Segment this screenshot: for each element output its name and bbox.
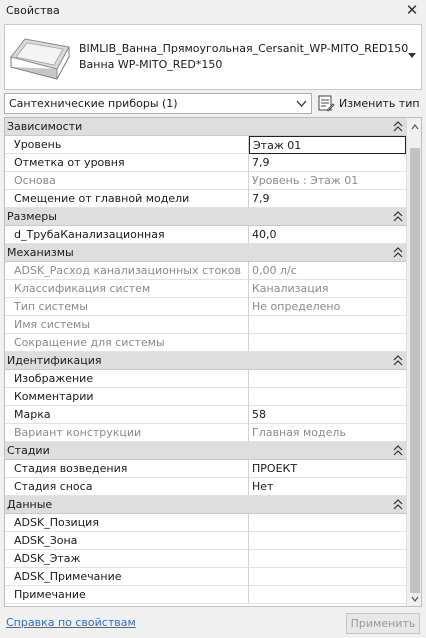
property-name: Классификация систем — [5, 280, 249, 298]
property-name: Сокращение для системы — [5, 334, 249, 352]
vertical-scrollbar[interactable] — [406, 118, 422, 606]
property-row[interactable] — [5, 388, 406, 406]
chevron-down-icon — [296, 99, 307, 108]
property-value[interactable] — [249, 532, 406, 550]
property-row[interactable] — [5, 550, 406, 568]
property-value[interactable]: 58 — [249, 406, 406, 424]
property-value — [249, 316, 406, 334]
property-row[interactable] — [5, 190, 406, 208]
type-name: Ванна WP-MITO_RED*150 — [79, 58, 223, 71]
property-row[interactable] — [5, 298, 406, 316]
property-name: Основа — [5, 172, 249, 190]
collapse-chevrons-icon[interactable] — [393, 121, 403, 132]
property-name: ADSK_Расход канализационных стоков — [5, 262, 249, 280]
filter-value: Сантехнические приборы (1) — [9, 97, 178, 110]
property-name: ADSK_Примечание — [5, 568, 249, 586]
bottom-bar — [0, 610, 426, 638]
property-name: d_ТрубаКанализационная — [5, 226, 249, 244]
property-value: Уровень : Этаж 01 — [249, 172, 406, 190]
bathtub-thumbnail-icon — [7, 27, 73, 87]
property-row[interactable] — [5, 532, 406, 550]
property-row[interactable] — [5, 136, 406, 154]
property-name: Отметка от уровня — [5, 154, 249, 172]
property-row[interactable] — [5, 334, 406, 352]
property-name: Стадия возведения — [5, 460, 249, 478]
property-row[interactable] — [5, 586, 406, 604]
property-name: ADSK_Этаж — [5, 550, 249, 568]
property-name: Смещение от главной модели — [5, 190, 249, 208]
scrollbar-thumb[interactable] — [410, 148, 420, 593]
title-bar — [0, 0, 426, 22]
property-row[interactable] — [5, 154, 406, 172]
group-title: Идентификация — [7, 354, 102, 367]
property-name: Тип системы — [5, 298, 249, 316]
property-name: Уровень — [5, 136, 249, 154]
property-row[interactable] — [5, 316, 406, 334]
property-value — [249, 334, 406, 352]
group-header[interactable] — [5, 442, 406, 460]
property-value[interactable] — [249, 370, 406, 388]
property-row[interactable] — [5, 514, 406, 532]
property-value[interactable] — [249, 388, 406, 406]
group-header[interactable] — [5, 496, 406, 514]
property-row[interactable] — [5, 226, 406, 244]
property-name: Примечание — [5, 586, 249, 604]
window-title: Свойства — [6, 4, 60, 17]
properties-help-link[interactable]: Справка по свойствам — [6, 616, 136, 629]
edit-type-button[interactable] — [318, 93, 422, 114]
group-header[interactable] — [5, 244, 406, 262]
property-value: Не определено — [249, 298, 406, 316]
property-name: Вариант конструкции — [5, 424, 249, 442]
collapse-chevrons-icon[interactable] — [393, 247, 403, 258]
group-title: Данные — [7, 498, 53, 511]
property-row[interactable] — [5, 280, 406, 298]
dropdown-arrow-icon[interactable] — [407, 52, 417, 60]
property-value[interactable]: ПРОЕКТ — [249, 460, 406, 478]
property-value[interactable]: Нет — [249, 478, 406, 496]
group-title: Зависимости — [7, 120, 83, 133]
type-selector[interactable] — [4, 24, 422, 90]
category-filter-select[interactable] — [4, 93, 312, 114]
property-row[interactable] — [5, 172, 406, 190]
property-value[interactable]: 40,0 — [249, 226, 406, 244]
group-title: Механизмы — [7, 246, 74, 259]
property-name: ADSK_Позиция — [5, 514, 249, 532]
group-title: Стадии — [7, 444, 50, 457]
group-header[interactable] — [5, 352, 406, 370]
property-name: ADSK_Зона — [5, 532, 249, 550]
property-row[interactable] — [5, 406, 406, 424]
scroll-up-icon[interactable] — [411, 124, 419, 130]
property-row[interactable] — [5, 460, 406, 478]
property-value[interactable]: Этаж 01 — [249, 136, 406, 154]
collapse-chevrons-icon[interactable] — [393, 211, 403, 222]
property-name: Изображение — [5, 370, 249, 388]
properties-grid — [4, 117, 422, 607]
property-row[interactable] — [5, 262, 406, 280]
property-value[interactable] — [249, 550, 406, 568]
group-header[interactable] — [5, 118, 406, 136]
property-value[interactable]: 7,9 — [249, 154, 406, 172]
property-value[interactable] — [249, 568, 406, 586]
group-title: Размеры — [7, 210, 57, 223]
property-value[interactable] — [249, 586, 406, 604]
property-row[interactable] — [5, 478, 406, 496]
property-value[interactable]: 7,9 — [249, 190, 406, 208]
edit-type-icon — [318, 95, 335, 112]
property-name: Имя системы — [5, 316, 249, 334]
property-row[interactable] — [5, 424, 406, 442]
property-value: Канализация — [249, 280, 406, 298]
collapse-chevrons-icon[interactable] — [393, 499, 403, 510]
group-header[interactable] — [5, 208, 406, 226]
close-icon[interactable]: ✕ — [405, 1, 419, 19]
property-value: 0,00 л/с — [249, 262, 406, 280]
property-name: Комментарии — [5, 388, 249, 406]
property-value[interactable] — [249, 514, 406, 532]
edit-type-label: Изменить тип — [339, 97, 420, 110]
family-name: BIMLIB_Ванна_Прямоугольная_Cersanit_WP-MITO_RED150 — [79, 42, 409, 55]
collapse-chevrons-icon[interactable] — [393, 445, 403, 456]
property-name: Марка — [5, 406, 249, 424]
collapse-chevrons-icon[interactable] — [393, 355, 403, 366]
property-row[interactable] — [5, 568, 406, 586]
property-name: Стадия сноса — [5, 478, 249, 496]
apply-button[interactable]: Применить — [346, 613, 420, 634]
property-value: Главная модель — [249, 424, 406, 442]
property-row[interactable] — [5, 370, 406, 388]
scroll-down-icon[interactable] — [411, 596, 419, 602]
